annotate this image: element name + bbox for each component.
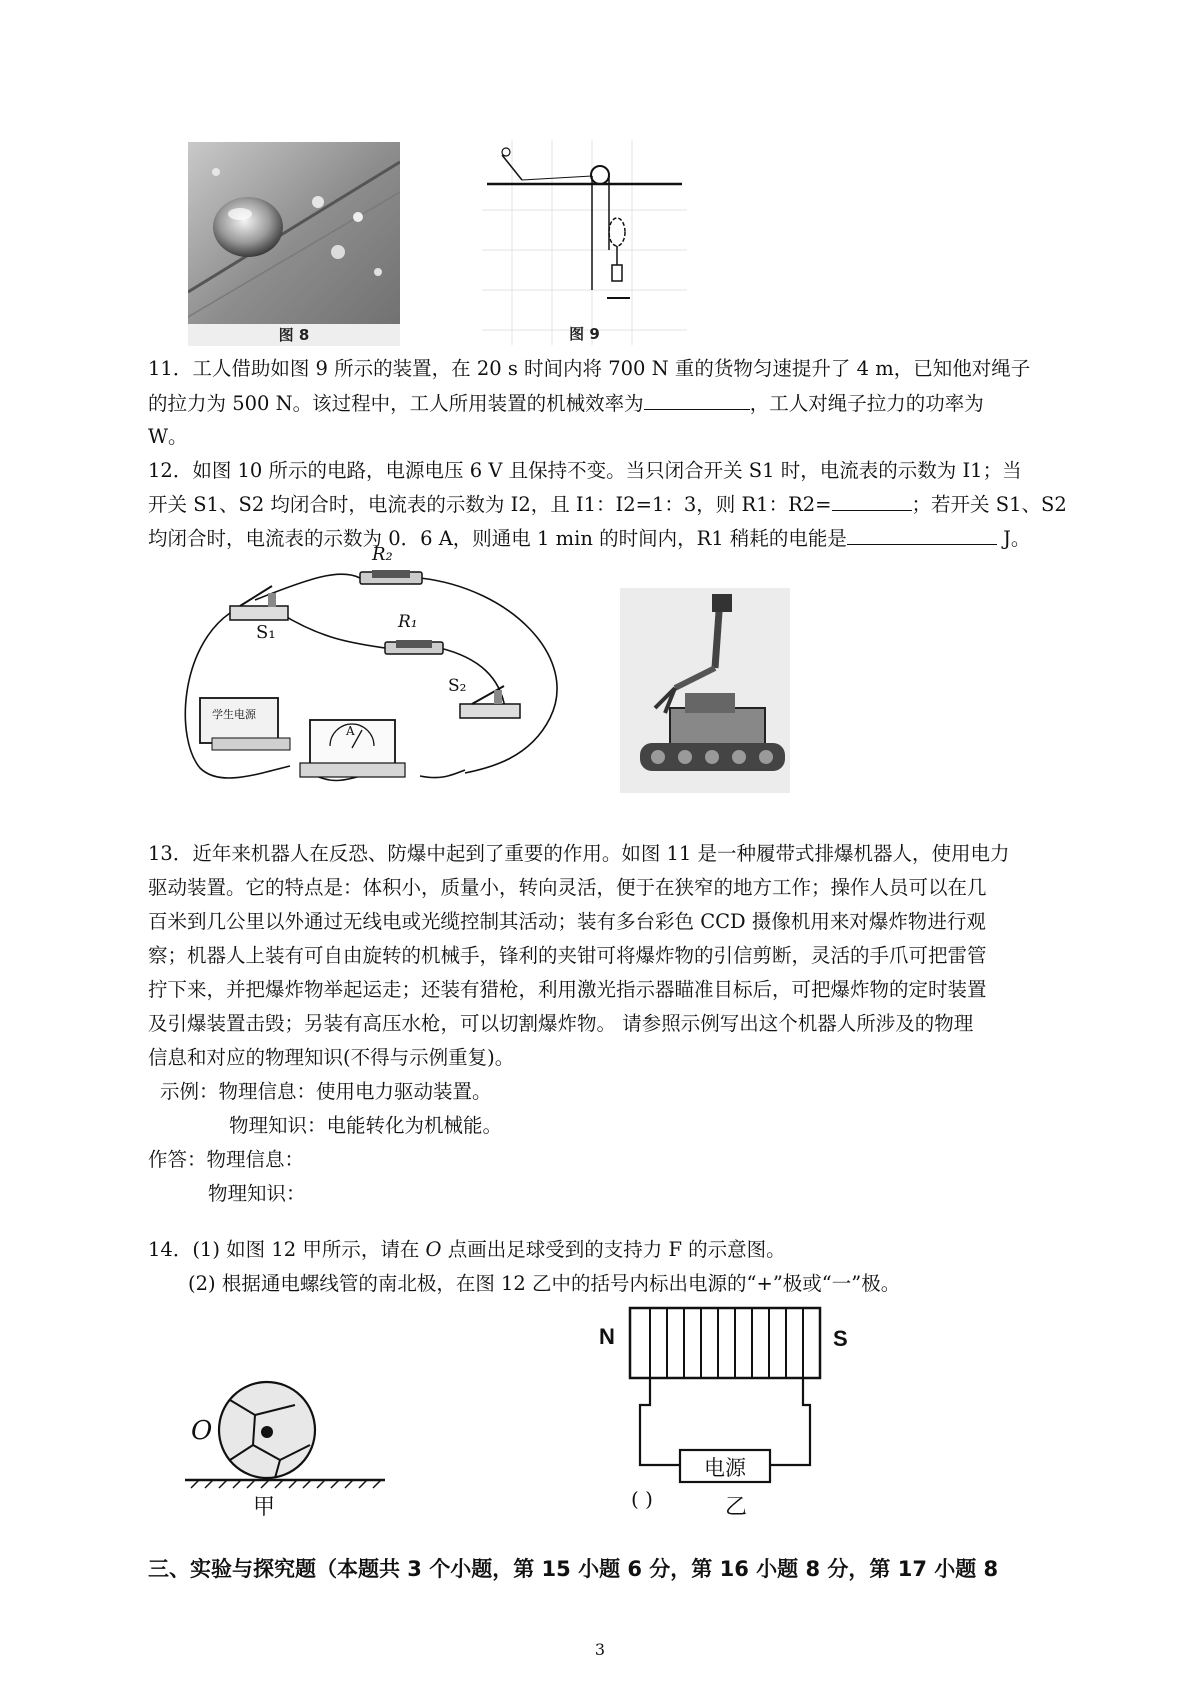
figure-12b: [595, 1290, 855, 1525]
figure-12b-caption: 乙: [725, 1495, 748, 1520]
circuit-wiring: [160, 548, 580, 793]
q13-answer-knowledge[interactable]: 物理知识：: [208, 1182, 306, 1205]
q12-line-1: 12．如图 10 所示的电路，电源电压 6 V 且保持不变。当只闭合开关 S1 时，电流表的示数为 I1；当: [148, 459, 1022, 482]
page-number: 3: [594, 1640, 606, 1659]
q12-line-2: [148, 488, 1068, 522]
figure-10-circuit: [160, 544, 580, 793]
ammeter-label: A: [346, 724, 355, 738]
q12-line-3a: 均闭合时，电流表的示数为 0．6 A，则通电 1 min 的时间内，R1 稍耗的电能是: [148, 527, 847, 550]
ratio-blank[interactable]: [832, 490, 912, 511]
q13-line-1: 13．近年来机器人在反恐、防爆中起到了重要的作用。如图 11 是一种履带式排爆机器人，使用电力: [148, 842, 1010, 865]
q11-line-2a: 的拉力为 500 N。该过程中，工人所用装置的机械效率为: [148, 392, 644, 415]
solenoid-n-label: N: [599, 1324, 615, 1349]
q11-line-2b: ，工人对绳子拉力的功率为: [749, 392, 984, 415]
water-droplet-image: [188, 142, 400, 346]
s2-label: S₂: [448, 676, 467, 696]
r2-label: R₂: [372, 544, 393, 565]
figure-8-photo: [188, 142, 400, 346]
solenoid-body: [630, 1308, 820, 1378]
q13-line-3: 百米到几公里以外通过无线电或光缆控制其活动；装有多台彩色 CCD 摄像机用来对爆炸物进行观: [148, 910, 986, 933]
q14-line-2: (2) 根据通电螺线管的南北极，在图 12 乙中的括号内标出电源的“+”极或“一”极。: [188, 1272, 901, 1295]
figure-8-caption: 图 8: [188, 324, 400, 346]
q13-line-2: 驱动装置。它的特点是：体积小，质量小，转向灵活，便于在狭窄的地方工作；操作人员可以在几: [148, 876, 987, 899]
q13-line-6: 及引爆装置击毁；另装有高压水枪，可以切割爆炸物。 请参照示例写出这个机器人所涉及的物理: [148, 1012, 974, 1035]
figure-12a-caption: 甲: [253, 1495, 276, 1520]
q13-line-4: 察；机器人上装有可自由旋转的机械手，锋利的夹钳可将爆炸物的引信剪断，灵活的手爪可把雷管: [148, 944, 987, 967]
q14-point-o: O: [425, 1238, 442, 1261]
q13-line-5: 拧下来，并把爆炸物举起运走；还装有猎枪，利用激光指示器瞄准目标后，可把爆炸物的定时装置: [148, 978, 987, 1001]
robot-image: [620, 588, 790, 793]
pulley-diagram: [482, 140, 687, 345]
q14-line-1b: 点画出足球受到的支持力 F 的示意图。: [441, 1238, 786, 1261]
energy-blank[interactable]: [847, 524, 997, 545]
figure-9-caption: 图 9: [569, 325, 600, 343]
q13-example-info: 示例：物理信息：使用电力驱动装置。: [160, 1080, 492, 1103]
power-supply-label: 学生电源: [212, 708, 256, 721]
resistor-r1: [385, 640, 443, 654]
r1-label: R₁: [398, 612, 418, 632]
q12-line-2b: ；若开关 S1、S2: [911, 493, 1067, 516]
power-source-label: 电源: [704, 1456, 746, 1480]
switch-s2: [460, 686, 520, 718]
point-o-label: O: [191, 1416, 213, 1446]
q13-line-7: 信息和对应的物理知识(不得与示例重复)。: [148, 1046, 515, 1069]
center-dot: [261, 1426, 273, 1438]
solenoid-s-label: S: [833, 1326, 848, 1351]
figure-9: [482, 140, 687, 345]
q12-line-3b: J。: [996, 527, 1031, 550]
s1-label: S₁: [256, 622, 276, 643]
figure-11-robot-photo: [620, 588, 790, 793]
figure-12a: [175, 1380, 400, 1520]
q11-line-3: W。: [148, 425, 188, 448]
q14-line-1: [148, 1233, 1068, 1267]
q13-example-knowledge: 物理知识：电能转化为机械能。: [229, 1114, 503, 1137]
football-diagram: [175, 1380, 400, 1520]
efficiency-blank[interactable]: [644, 389, 750, 410]
q12-line-2a: 开关 S1、S2 均闭合时，电流表的示数为 I2，且 I1：I2=1：3，则 R1：R2=: [148, 493, 832, 516]
q11-line-2: [148, 387, 1068, 421]
section-3-heading: 三、实验与探究题（本题共 3 个小题，第 15 小题 6 分，第 16 小题 8 分，第 17 小题 8: [148, 1557, 999, 1581]
q13-answer-info[interactable]: 作答：物理信息：: [148, 1148, 305, 1171]
polarity-bracket[interactable]: ( ): [631, 1487, 653, 1511]
q14-line-1a: 14．(1) 如图 12 甲所示，请在: [148, 1238, 426, 1261]
resistor-r2: [360, 570, 422, 584]
q11-line-1: 11．工人借助如图 9 所示的装置，在 20 s 时间内将 700 N 重的货物匀速提升了 4 m，已知他对绳子: [148, 357, 1031, 380]
